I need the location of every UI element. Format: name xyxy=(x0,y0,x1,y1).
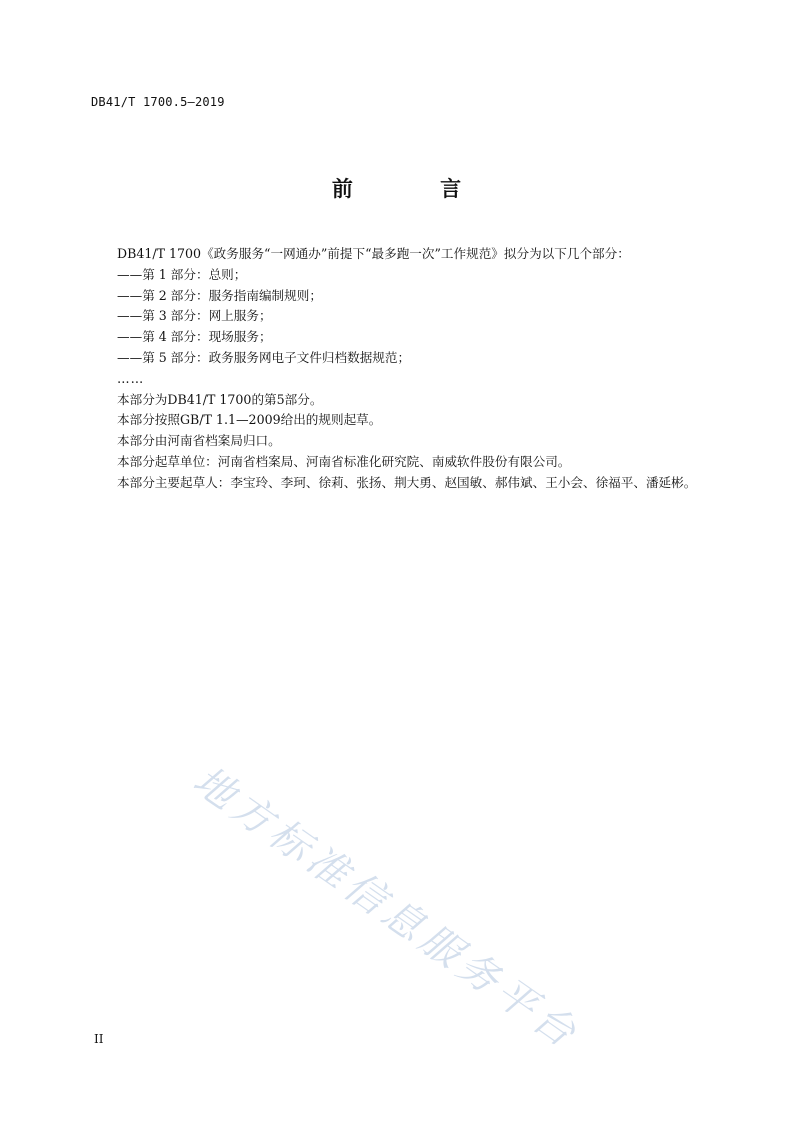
header-code: DB41/T 1700.5—2019 xyxy=(91,95,225,109)
page-number: II xyxy=(94,1032,104,1046)
intro-paragraph: DB41/T 1700《政务服务“一网通办”前提下“最多跑一次”工作规范》拟分为以下几个部分： xyxy=(117,246,630,261)
page-title: 前 言 xyxy=(331,177,502,201)
statement-paragraph: 本部分按照GB/T 1.1—2009给出的规则起草。 xyxy=(117,412,382,428)
document-body xyxy=(91,244,713,494)
statement-paragraph: 本部分由河南省档案局归口。 xyxy=(117,433,281,449)
list-item: ——第 5 部分：政务服务网电子文件归档数据规范； xyxy=(117,349,411,365)
statement-paragraph: 本部分主要起草人：李宝玲、李珂、徐莉、张扬、荆大勇、赵国敏、郝伟斌、王小会、徐福平、潘延彬。 xyxy=(117,474,697,490)
list-item: ——第 1 部分：总则； xyxy=(117,266,247,282)
ellipsis: …… xyxy=(117,370,145,386)
statement-paragraph: 本部分起草单位：河南省档案局、河南省标准化研究院、南威软件股份有限公司。 xyxy=(117,453,571,469)
list-item: ——第 2 部分：服务指南编制规则； xyxy=(117,287,322,303)
list-item: ——第 3 部分：网上服务； xyxy=(117,308,272,324)
statement-paragraph: 本部分为DB41/T 1700的第5部分。 xyxy=(117,391,323,407)
watermark: 地方标准信息服务平台 xyxy=(184,757,588,1060)
list-item: ——第 4 部分：现场服务； xyxy=(117,329,272,345)
